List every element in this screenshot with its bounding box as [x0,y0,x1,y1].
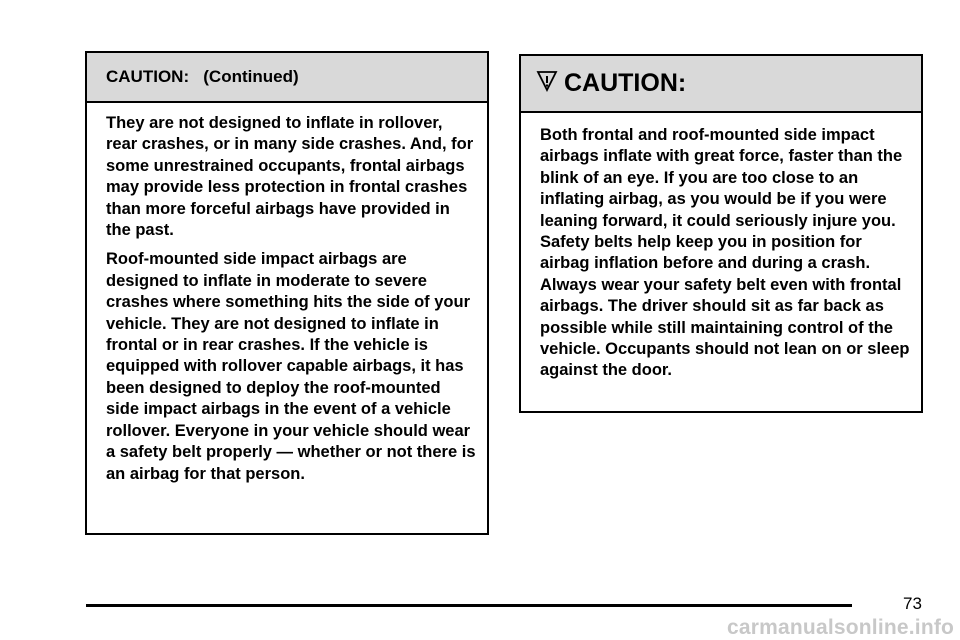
caution-body [521,113,921,382]
caution-paragraph: Both frontal and roof-mounted side impact airbags inflate with great force, faster than the blink of an eye. If you are too close to an inflating airbag, as you would be if you were leaning forward, it could seriously injure you. Safety belts help keep you in position for airbag inflation before and during a crash. Always wear your safety belt even with frontal airbags. The driver should sit as far back as possible while still maintaining control of the vehicle. Occupants should not lean on or sleep against the door. [540,126,910,380]
caution-box-continued [85,51,489,535]
caution-paragraph: Roof-mounted side impact airbags are designed to inflate in moderate to severe crashes where something hits the side of your vehicle. They are not designed to inflate in frontal or in rear crashes. If the vehicle is equipped with rollover capable airbags, it has been designed to deploy the roof-mounted side impact airbags in the event of a vehicle rollover. Everyone in your vehicle should wear a safety belt properly — whether or not there is an airbag for that person. [106,250,476,483]
caution-title: CAUTION: (Continued) [106,67,299,86]
warning-triangle-icon [535,69,559,93]
caution-header [521,56,921,113]
caution-body [87,103,487,485]
caution-title: CAUTION: [564,69,687,97]
caution-box [519,54,923,413]
watermark: carmanualsonline.info [727,616,955,639]
caution-paragraph: They are not designed to inflate in rollover, rear crashes, or in many side crashes. And, for some unrestrained occupants, frontal airbags may provide less protection in frontal crashes than more forceful airbags have provided in the past. [106,114,474,240]
page-number: 73 [903,594,922,613]
caution-header [87,53,487,103]
footer-rule [86,604,852,607]
